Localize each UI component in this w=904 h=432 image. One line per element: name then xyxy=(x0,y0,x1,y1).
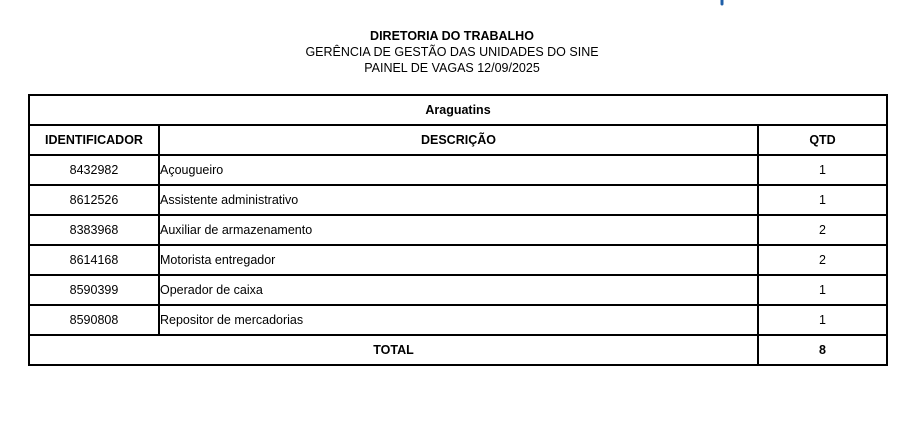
header-directorate: DIRETORIA DO TRABALHO xyxy=(370,29,534,43)
cell-qtd: 1 xyxy=(758,275,887,305)
cell-id: 8590399 xyxy=(29,275,159,305)
column-header-id: IDENTIFICADOR xyxy=(29,125,159,155)
cell-id: 8590808 xyxy=(29,305,159,335)
table-row xyxy=(29,185,887,215)
table-row xyxy=(29,305,887,335)
city-row xyxy=(29,95,887,125)
city-name: Araguatins xyxy=(29,95,887,125)
cell-qtd: 1 xyxy=(758,305,887,335)
cell-id: 8612526 xyxy=(29,185,159,215)
cell-qtd: 1 xyxy=(758,185,887,215)
cell-description: Motorista entregador xyxy=(159,245,758,275)
column-header-qtd: QTD xyxy=(758,125,887,155)
total-row xyxy=(29,335,887,365)
cell-qtd: 1 xyxy=(758,155,887,185)
cell-qtd: 2 xyxy=(758,245,887,275)
table-header-row xyxy=(29,125,887,155)
cell-description: Assistente administrativo xyxy=(159,185,758,215)
logo-fragment-icon xyxy=(716,0,846,8)
column-header-description: DESCRIÇÃO xyxy=(159,125,758,155)
cell-id: 8383968 xyxy=(29,215,159,245)
vacancies-table xyxy=(28,94,888,366)
cell-id: 8614168 xyxy=(29,245,159,275)
table-row xyxy=(29,155,887,185)
document-header xyxy=(0,28,904,76)
cell-id: 8432982 xyxy=(29,155,159,185)
total-label: TOTAL xyxy=(29,335,758,365)
cell-description: Repositor de mercadorias xyxy=(159,305,758,335)
cell-qtd: 2 xyxy=(758,215,887,245)
table-row xyxy=(29,275,887,305)
table-row xyxy=(29,215,887,245)
header-panel-date: PAINEL DE VAGAS 12/09/2025 xyxy=(364,61,540,75)
total-value: 8 xyxy=(758,335,887,365)
header-management: GERÊNCIA DE GESTÃO DAS UNIDADES DO SINE xyxy=(305,45,599,59)
table-row xyxy=(29,245,887,275)
cell-description: Auxiliar de armazenamento xyxy=(159,215,758,245)
cell-description: Operador de caixa xyxy=(159,275,758,305)
cell-description: Açougueiro xyxy=(159,155,758,185)
